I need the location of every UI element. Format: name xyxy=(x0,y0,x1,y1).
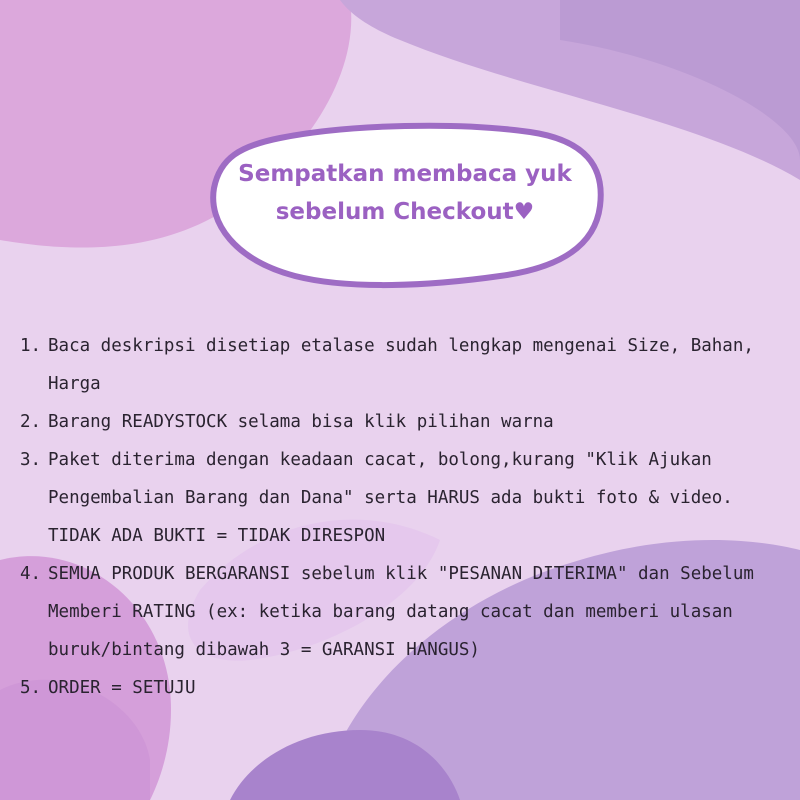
heading-line-2: sebelum Checkout♥ xyxy=(275,199,535,225)
list-number: 2. xyxy=(20,412,42,432)
list-number: 3. xyxy=(20,450,42,470)
list-number: 5. xyxy=(20,678,42,698)
list-item xyxy=(20,441,790,555)
list-number: 4. xyxy=(20,564,42,584)
list-item xyxy=(20,403,790,441)
list-item xyxy=(20,327,790,403)
list-text: SEMUA PRODUK BERGARANSI sebelum klik "PESANAN DITERIMA" dan Sebelum Memberi RATING (ex: ketika barang datang cacat dan memberi ulasan buruk/bintang dibawah 3 = GARANSI HANGUS) xyxy=(48,564,754,660)
list-text: Baca deskripsi disetiap etalase sudah lengkap mengenai Size, Bahan, Harga xyxy=(48,336,754,394)
list-text: Paket diterima dengan keadaan cacat, bolong,kurang "Klik Ajukan Pengembalian Barang dan Dana" serta HARUS ada bukti foto & video. TIDAK ADA BUKTI = TIDAK DIRESPON xyxy=(48,450,733,546)
heading-line-1: Sempatkan membaca yuk xyxy=(238,161,572,187)
list-number: 1. xyxy=(20,336,42,356)
rules-list xyxy=(20,327,790,707)
list-text: ORDER = SETUJU xyxy=(48,678,196,698)
list-item xyxy=(20,669,790,707)
list-text: Barang READYSTOCK selama bisa klik pilihan warna xyxy=(48,412,554,432)
list-item xyxy=(20,555,790,669)
heading xyxy=(200,155,610,231)
